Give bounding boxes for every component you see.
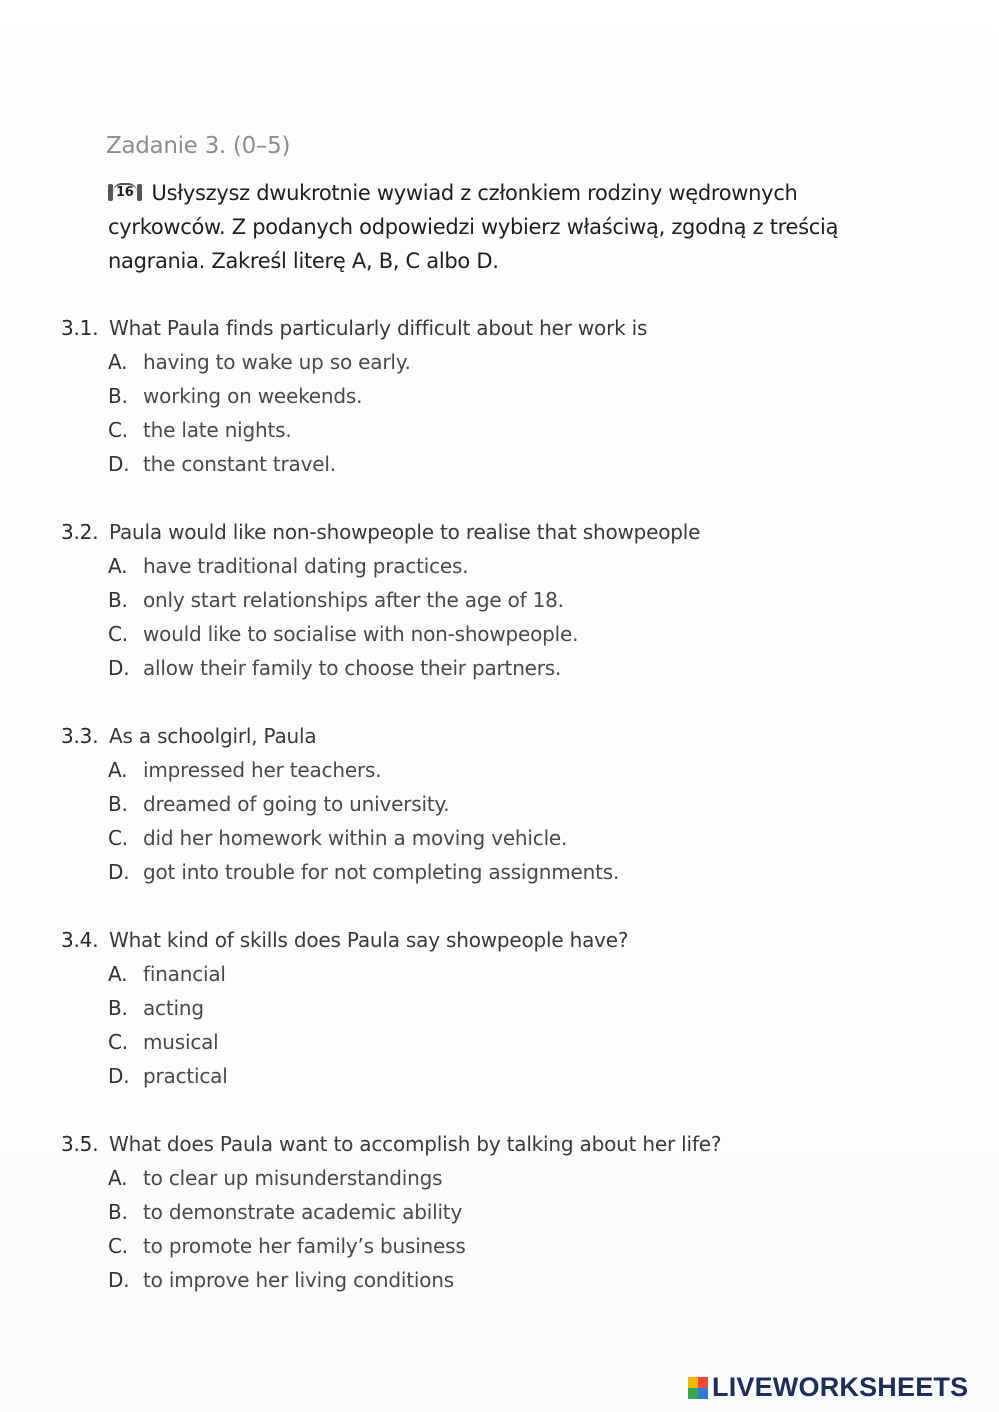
option-letter: B.: [108, 996, 128, 1020]
option-letter: B.: [108, 588, 128, 612]
option-text: did her homework within a moving vehicle.: [143, 826, 568, 850]
question-number: 3.2.: [61, 520, 99, 544]
option-b[interactable]: [108, 1195, 721, 1229]
option-text: impressed her teachers.: [143, 758, 382, 782]
option-text: to demonstrate academic ability: [143, 1200, 463, 1224]
audio-track-icon: [108, 183, 142, 201]
option-text: working on weekends.: [143, 384, 363, 408]
option-text: only start relationships after the age of 18.: [143, 588, 564, 612]
option-text: musical: [143, 1030, 219, 1054]
option-text: have traditional dating practices.: [143, 554, 469, 578]
option-c[interactable]: [108, 821, 619, 855]
option-letter: A.: [108, 962, 128, 986]
liveworksheets-logo[interactable]: [688, 1372, 968, 1403]
option-a[interactable]: [108, 345, 647, 379]
option-letter: A.: [108, 554, 128, 578]
track-number: 16: [113, 183, 137, 201]
option-letter: D.: [108, 656, 130, 680]
instruction-text: Usłyszysz dwukrotnie wywiad z członkiem rodziny wędrownych cyrkowców. Z podanych odpowiedzi wybierz właściwą, zgodną z treścią nagrania. Zakreśl literę A, B, C albo D.: [108, 181, 839, 273]
option-c[interactable]: [108, 413, 647, 447]
option-letter: C.: [108, 826, 128, 850]
option-a[interactable]: [108, 957, 628, 991]
option-text: financial: [143, 962, 226, 986]
question-text: What kind of skills does Paula say showpeople have?: [109, 928, 629, 952]
option-c[interactable]: [108, 1229, 721, 1263]
option-text: having to wake up so early.: [143, 350, 411, 374]
option-d[interactable]: [108, 651, 700, 685]
question-3-2: [61, 517, 700, 685]
option-letter: D.: [108, 1064, 130, 1088]
option-letter: B.: [108, 792, 128, 816]
option-letter: C.: [108, 622, 128, 646]
logo-mark-icon: [688, 1377, 708, 1399]
option-b[interactable]: [108, 379, 647, 413]
option-text: dreamed of going to university.: [143, 792, 450, 816]
question-3-3: [61, 721, 619, 889]
option-text: the constant travel.: [143, 452, 336, 476]
option-letter: C.: [108, 1234, 128, 1258]
option-letter: B.: [108, 1200, 128, 1224]
option-c[interactable]: [108, 1025, 628, 1059]
question-3-4: [61, 925, 628, 1093]
question-text: What does Paula want to accomplish by talking about her life?: [109, 1132, 722, 1156]
option-text: to clear up misunderstandings: [143, 1166, 443, 1190]
option-text: got into trouble for not completing assignments.: [143, 860, 620, 884]
question-number: 3.1.: [61, 316, 99, 340]
option-d[interactable]: [108, 447, 647, 481]
question-text: Paula would like non-showpeople to realise that showpeople: [109, 520, 701, 544]
task-title: Zadanie 3. (0–5): [106, 133, 291, 159]
option-c[interactable]: [108, 617, 700, 651]
option-a[interactable]: [108, 1161, 721, 1195]
question-text: As a schoolgirl, Paula: [109, 724, 317, 748]
option-b[interactable]: [108, 787, 619, 821]
option-a[interactable]: [108, 753, 619, 787]
question-text: What Paula finds particularly difficult about her work is: [109, 316, 648, 340]
option-text: to promote her family’s business: [143, 1234, 466, 1258]
option-text: practical: [143, 1064, 228, 1088]
option-text: allow their family to choose their partners.: [143, 656, 562, 680]
option-letter: A.: [108, 350, 128, 374]
question-3-1: [61, 313, 647, 481]
option-letter: A.: [108, 1166, 128, 1190]
option-b[interactable]: [108, 583, 700, 617]
option-text: would like to socialise with non-showpeople.: [143, 622, 579, 646]
option-letter: C.: [108, 418, 128, 442]
question-number: 3.3.: [61, 724, 99, 748]
option-letter: C.: [108, 1030, 128, 1054]
option-d[interactable]: [108, 1059, 628, 1093]
option-text: acting: [143, 996, 204, 1020]
option-letter: A.: [108, 758, 128, 782]
option-text: to improve her living conditions: [143, 1268, 454, 1292]
option-letter: D.: [108, 1268, 130, 1292]
option-text: the late nights.: [143, 418, 292, 442]
option-d[interactable]: [108, 855, 619, 889]
option-a[interactable]: [108, 549, 700, 583]
option-letter: D.: [108, 452, 130, 476]
task-instruction: [108, 176, 868, 278]
option-letter: D.: [108, 860, 130, 884]
question-number: 3.5.: [61, 1132, 99, 1156]
option-b[interactable]: [108, 991, 628, 1025]
logo-wordmark: LIVEWORKSHEETS: [712, 1372, 969, 1402]
question-number: 3.4.: [61, 928, 99, 952]
option-letter: B.: [108, 384, 128, 408]
option-d[interactable]: [108, 1263, 721, 1297]
question-3-5: [61, 1129, 721, 1297]
